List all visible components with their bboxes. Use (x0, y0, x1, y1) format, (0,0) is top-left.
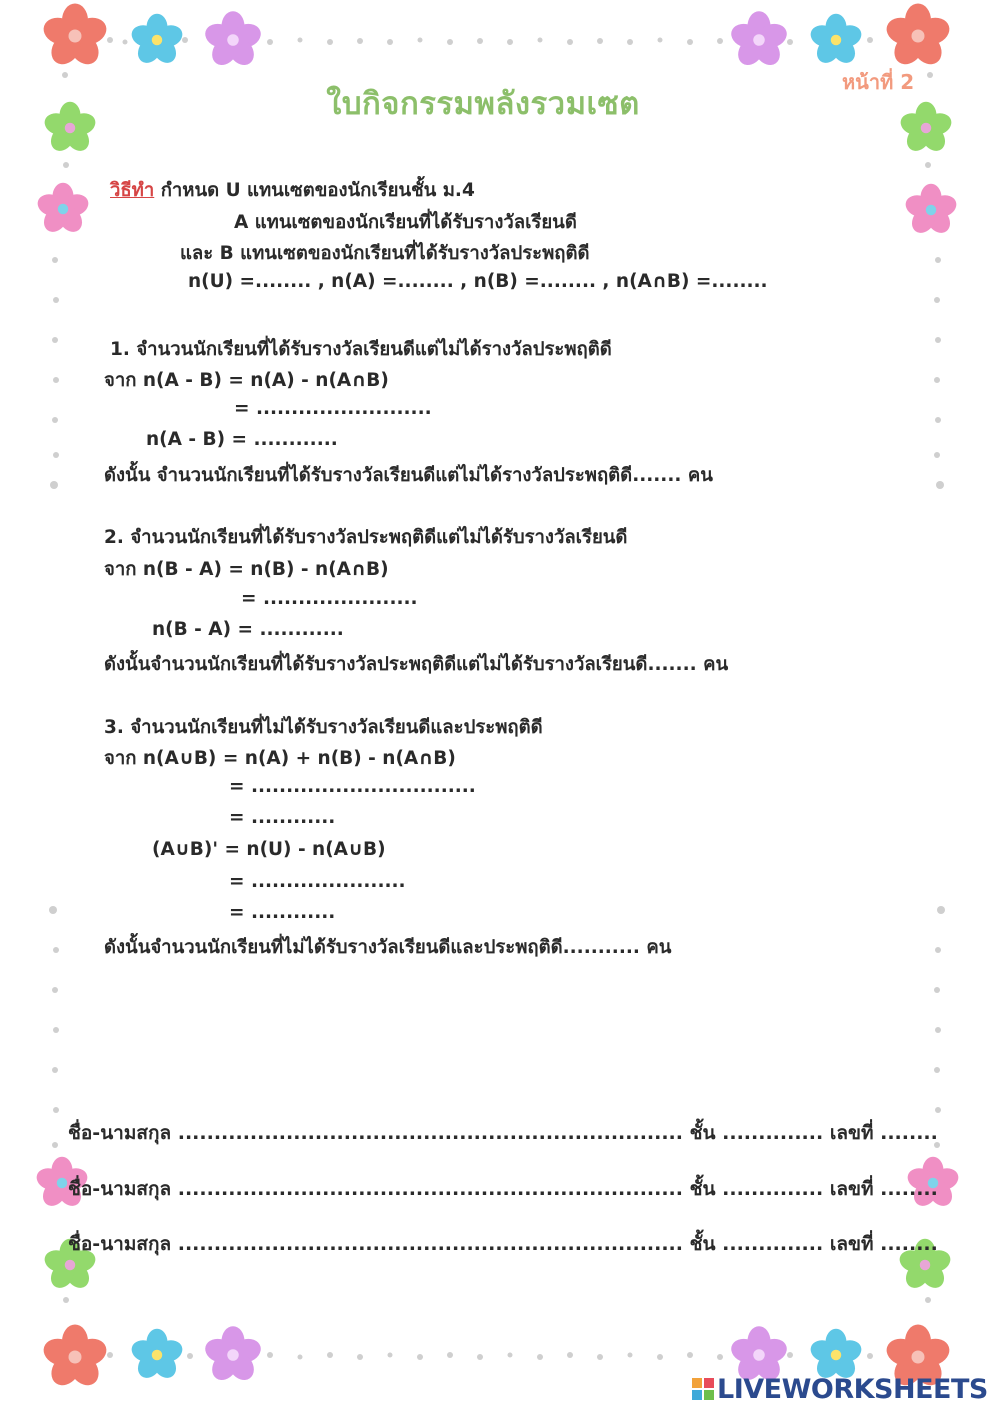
class-label: ชั้น (689, 1178, 716, 1200)
q3-formula: จาก n(A∪B) = n(A) + n(B) - n(A∩B) (104, 748, 456, 769)
class-label: ชั้น (689, 1122, 716, 1144)
flower-purple-icon (202, 11, 264, 70)
signature-line-2 (68, 1174, 938, 1204)
logo-text: LIVEWORKSHEETS (717, 1374, 988, 1405)
name-label: ชื่อ-นามสกุล (68, 1178, 172, 1200)
liveworksheets-badge-icon (692, 1378, 714, 1400)
flower-blue-icon (129, 14, 185, 68)
name-blank[interactable]: ...................................................................... (177, 1178, 683, 1200)
flower-pink-icon (35, 183, 91, 237)
intro-line-3: และ B แทนเซตของนักเรียนที่ได้รับรางวัลประพฤติดี (180, 243, 590, 264)
q3-step1-blank[interactable]: = ................................ (229, 776, 476, 797)
q1-step1-blank[interactable]: = ......................... (234, 398, 432, 419)
q1-heading: 1. จำนวนนักเรียนที่ได้รับรางวัลเรียนดีแต่ไม่ได้รางวัลประพฤติดี (110, 339, 612, 360)
name-blank[interactable]: ...................................................................... (177, 1233, 683, 1255)
flower-blue-icon (129, 1329, 185, 1383)
flower-red-icon (40, 4, 110, 70)
class-blank[interactable]: .............. (722, 1178, 824, 1200)
flower-red-icon (883, 4, 953, 70)
class-label: ชั้น (689, 1233, 716, 1255)
q2-step1-blank[interactable]: = ...................... (241, 588, 418, 609)
number-label: เลขที่ (829, 1233, 874, 1255)
q1-formula: จาก n(A - B) = n(A) - n(A∩B) (104, 370, 389, 391)
q3-complement-formula: (A∪B)' = n(U) - n(A∪B) (152, 839, 386, 860)
q3-conclusion[interactable]: ดังนั้นจำนวนนักเรียนที่ไม่ได้รับรางวัลเรียนดีและประพฤติดี........... คน (104, 937, 672, 958)
intro-line-2: A แทนเซตของนักเรียนที่ได้รับรางวัลเรียนดี (234, 212, 577, 233)
q1-conclusion[interactable]: ดังนั้น จำนวนนักเรียนที่ได้รับรางวัลเรียนดีแต่ไม่ได้รางวัลประพฤติดี....... คน (104, 465, 713, 486)
number-blank[interactable]: ........ (880, 1122, 938, 1144)
number-blank[interactable]: ........ (880, 1178, 938, 1200)
method-label: วิธีทำ (110, 180, 155, 201)
number-blank[interactable]: ........ (880, 1233, 938, 1255)
class-blank[interactable]: .............. (722, 1233, 824, 1255)
page-title: ใบกิจกรรมพลังรวมเซต (326, 86, 640, 122)
number-label: เลขที่ (829, 1178, 874, 1200)
q2-formula: จาก n(B - A) = n(B) - n(A∩B) (104, 559, 389, 580)
q3-heading: 3. จำนวนนักเรียนที่ไม่ได้รับรางวัลเรียนดีและประพฤติดี (104, 717, 543, 738)
signature-line-1 (68, 1118, 938, 1148)
q3-step3-blank[interactable]: = ...................... (229, 871, 406, 892)
signature-line-3 (68, 1229, 938, 1259)
name-label: ชื่อ-นามสกุล (68, 1122, 172, 1144)
q2-heading: 2. จำนวนนักเรียนที่ได้รับรางวัลประพฤติดีแต่ไม่ได้รับรางวัลเรียนดี (104, 527, 628, 548)
flower-red-icon (40, 1325, 110, 1391)
liveworksheets-logo[interactable] (692, 1374, 988, 1405)
intro-line-1-text: กำหนด U แทนเซตของนักเรียนชั้น ม.4 (154, 180, 475, 201)
intro-line-1 (110, 176, 475, 205)
flower-purple-icon (202, 1326, 264, 1385)
number-label: เลขที่ (829, 1122, 874, 1144)
dotted-border-left (49, 72, 69, 1303)
name-blank[interactable]: ...................................................................... (177, 1122, 683, 1144)
q2-result-blank[interactable]: n(B - A) = ............ (152, 619, 344, 640)
flower-pink-icon (903, 184, 959, 238)
name-label: ชื่อ-นามสกุล (68, 1233, 172, 1255)
page-number-label: หน้าที่ 2 (842, 70, 915, 94)
intro-line-4-blanks[interactable]: n(U) =........ , n(A) =........ , n(B) =........ , n(A∩B) =........ (188, 271, 768, 292)
class-blank[interactable]: .............. (722, 1122, 824, 1144)
q3-step2-blank[interactable]: = ............ (229, 807, 336, 828)
q2-conclusion[interactable]: ดังนั้นจำนวนนักเรียนที่ได้รับรางวัลประพฤติดีแต่ไม่ได้รับรางวัลเรียนดี....... คน (104, 654, 729, 675)
flower-purple-icon (728, 11, 790, 70)
q3-step4-blank[interactable]: = ............ (229, 902, 336, 923)
q1-result-blank[interactable]: n(A - B) = ............ (146, 429, 338, 450)
flower-blue-icon (808, 14, 864, 68)
